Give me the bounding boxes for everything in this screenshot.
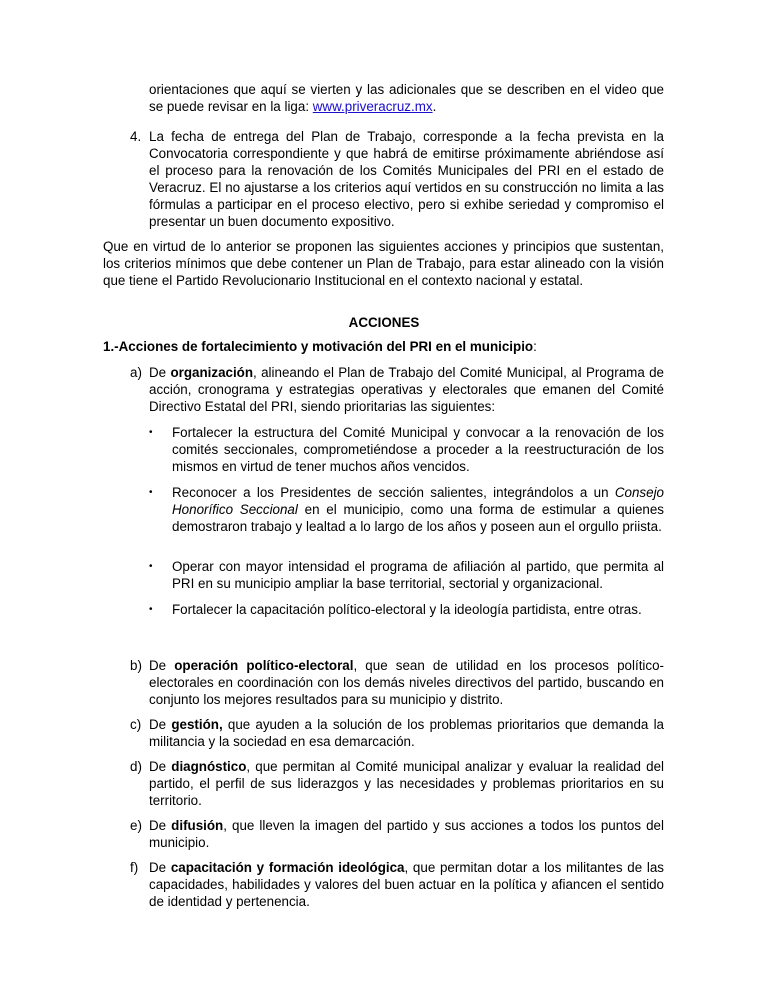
section-1-title: 1.-Acciones de fortalecimiento y motivación del PRI en el municipio: bbox=[103, 339, 537, 354]
item-c-marker: c) bbox=[130, 717, 142, 732]
item-a-marker: a) bbox=[130, 365, 142, 380]
item-f-marker: f) bbox=[130, 860, 139, 875]
item-e-text: De difusión, que lleven la imagen del partido y sus acciones a todos los puntos del municipio. bbox=[149, 818, 664, 850]
item-b-text: De operación político-electoral, que sean de utilidad en los procesos político-electorales en coordinación con los demás niveles directivos del partido, buscando en conjunto los mejores resultados para su municipio y distrito. bbox=[149, 658, 664, 707]
item-b-marker: b) bbox=[130, 658, 142, 673]
item-d-text: De diagnóstico, que permitan al Comité municipal analizar y evaluar la realidad del partido, el perfil de sus liderazgos y las necesidades y problemas prioritarios en su territorio. bbox=[149, 759, 664, 808]
bullet-2-text: Reconocer a los Presidentes de sección salientes, integrándolos a un Consejo Honorífico Seccional en el municipio, como una forma de estimular a quienes demostraron trabajo y lealtad a lo largo de los años y poseen aun el orgullo priista. bbox=[172, 485, 664, 534]
bullet-1-symbol: • bbox=[149, 427, 153, 438]
item-f-text: De capacitación y formación ideológica, que permitan dotar a los militantes de las capacidades, habilidades y valores del buen actuar en la política y afiancen el sentido de identidad y pertenencia. bbox=[149, 860, 665, 909]
bullet-3-symbol: • bbox=[149, 561, 153, 572]
priveracruz-link[interactable]: www.priveracruz.mx bbox=[312, 99, 433, 114]
intro-text: orientaciones que aquí se vierten y las adicionales que se describen en el video que se puede revisar en la liga: bbox=[149, 82, 664, 114]
body-paragraph: Que en virtud de lo anterior se proponen las siguientes acciones y principios que sustentan, los criterios mínimos que debe contener un Plan de Trabajo, para estar alineado con la visión que tiene el Partido Revolucionario Institucional en el contexto nacional y estatal. bbox=[103, 239, 664, 288]
bullet-3-text: Operar con mayor intensidad el programa de afiliación al partido, que permita al PRI en su municipio ampliar la base territorial, sectorial y organizacional. bbox=[172, 559, 664, 591]
bullet-1-text: Fortalecer la estructura del Comité Municipal y convocar a la renovación de los comités seccionales, comprometiéndose a proceder a la reestructuración de los mismos en virtud de tener muchos años vencidos. bbox=[172, 425, 664, 474]
item-c-text: De gestión, que ayuden a la solución de los problemas prioritarios que demanda la militancia y la sociedad en esa demarcación. bbox=[149, 717, 664, 749]
item-a-text: De organización, alineando el Plan de Trabajo del Comité Municipal, al Programa de acción, cronograma y estrategias operativas y electorales que emanen del Comité Directivo Estatal del PRI, siendo prioritarias las siguientes: bbox=[149, 365, 664, 414]
point-4-text: La fecha de entrega del Plan de Trabajo, corresponde a la fecha prevista en la Convocatoria correspondiente y que habrá de emitirse próximamente abriéndose así el proceso para la renovación de los Comités Municipales del PRI en el estado de Veracruz. El no ajustarse a los criterios aquí vertidos en su construcción no limita a las fórmulas a participar en el proceso electivo, pero si exhibe seriedad y compromiso el presentar un buen documento expositivo. bbox=[149, 129, 664, 229]
bullet-2-symbol: • bbox=[149, 487, 153, 498]
bullet-4-text: Fortalecer la capacitación político-electoral y la ideología partidista, entre otras. bbox=[172, 602, 642, 617]
point-4-number: 4. bbox=[130, 129, 142, 144]
bullet-4-symbol: • bbox=[149, 604, 153, 615]
item-e-marker: e) bbox=[130, 818, 142, 833]
acciones-heading: ACCIONES bbox=[348, 315, 420, 330]
item-d-marker: d) bbox=[130, 759, 142, 774]
intro-paragraph: orientaciones que aquí se vierten y las adicionales que se describen en el video que se puede revisar en la liga: www.priveracruz.mx. bbox=[149, 82, 664, 114]
